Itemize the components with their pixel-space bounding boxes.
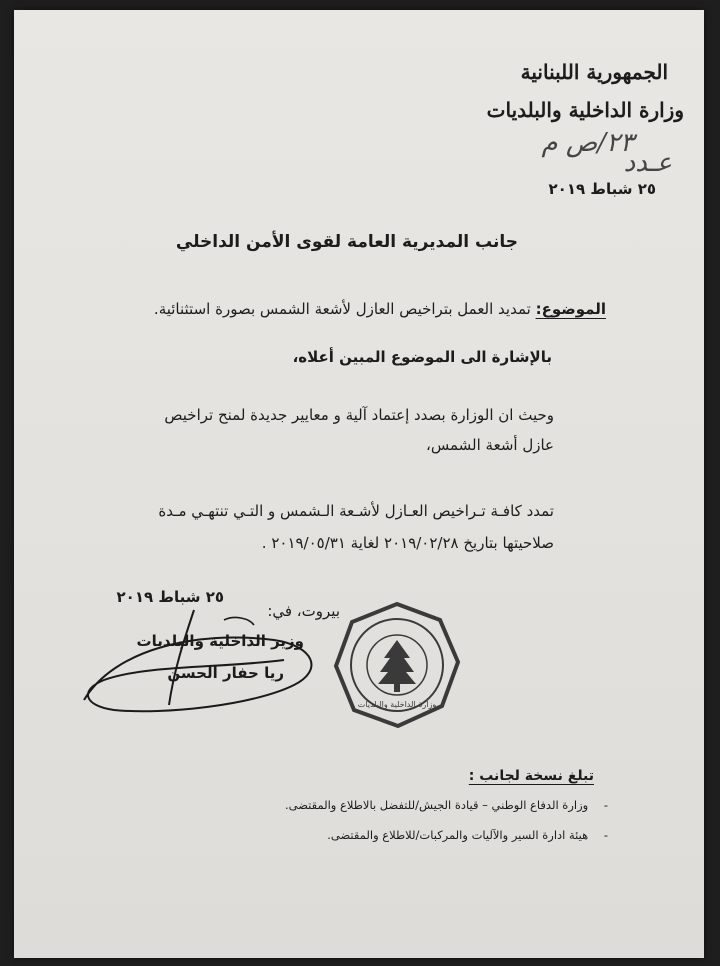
letter-date: ٢٥ شباط ٢٠١٩: [548, 180, 656, 198]
copy-item-text: هيئة ادارة السير والآليات والمركبات/للاطلاع والمقتضى.: [327, 828, 589, 842]
copy-item: [327, 828, 608, 842]
minister-name: ريا حفار الحسن: [167, 664, 284, 682]
copy-item-bullet: -: [603, 828, 608, 842]
letter-page: [14, 10, 704, 958]
copy-item-text: وزارة الدفاع الوطني – قيادة الجيش/للتفضل بالاطلاع والمقتضى.: [284, 798, 589, 812]
paragraph-1-line-2: عازل أشعة الشمس،: [426, 436, 554, 454]
cedar-icon: [378, 640, 416, 692]
copies-title: تبلغ نسخة لجانب :: [468, 768, 594, 784]
handwritten-reference-word: عـدد: [623, 148, 672, 178]
handwritten-reference-number: ٢٣/ص م: [541, 128, 634, 158]
subject-text: تمديد العمل بتراخيص العازل لأشعة الشمس بصورة استثنائية.: [153, 300, 531, 318]
seal-text: وزارة الداخلية والبلديات: [357, 700, 437, 709]
copy-item: [285, 798, 608, 812]
signature-place: بيروت، في:: [267, 602, 340, 620]
reference-line: بالإشارة الى الموضوع المبين أعلاه،: [292, 348, 552, 366]
paragraph-2-line-2: صلاحيتها بتاريخ ٢٠١٩/٠٢/٢٨ لغاية ٢٠١٩/٠٥/٣١ .: [261, 534, 554, 552]
paragraph-1-line-1: وحيث ان الوزارة بصدد إعتماد آلية و معايير جديدة لمنح تراخيص: [164, 406, 554, 424]
ministry-heading: وزارة الداخلية والبلديات: [486, 98, 684, 122]
republic-heading: الجمهورية اللبنانية: [520, 60, 668, 84]
subject-line: [154, 300, 606, 318]
subject-label: الموضوع:: [535, 300, 606, 318]
signature-date: ٢٥ شباط ٢٠١٩: [116, 588, 224, 606]
paragraph-2-line-1: تمدد كافـة تـراخيص العـازل لأشـعة الـشمس و التـي تنتهـي مـدة: [158, 502, 554, 520]
ministry-seal: [332, 600, 462, 730]
recipient-line: جانب المديرية العامة لقوى الأمن الداخلي: [175, 232, 518, 252]
minister-title: وزير الداخلية والبلديات: [136, 632, 304, 650]
copy-item-bullet: -: [603, 798, 608, 812]
handwritten-signature: [74, 590, 334, 730]
